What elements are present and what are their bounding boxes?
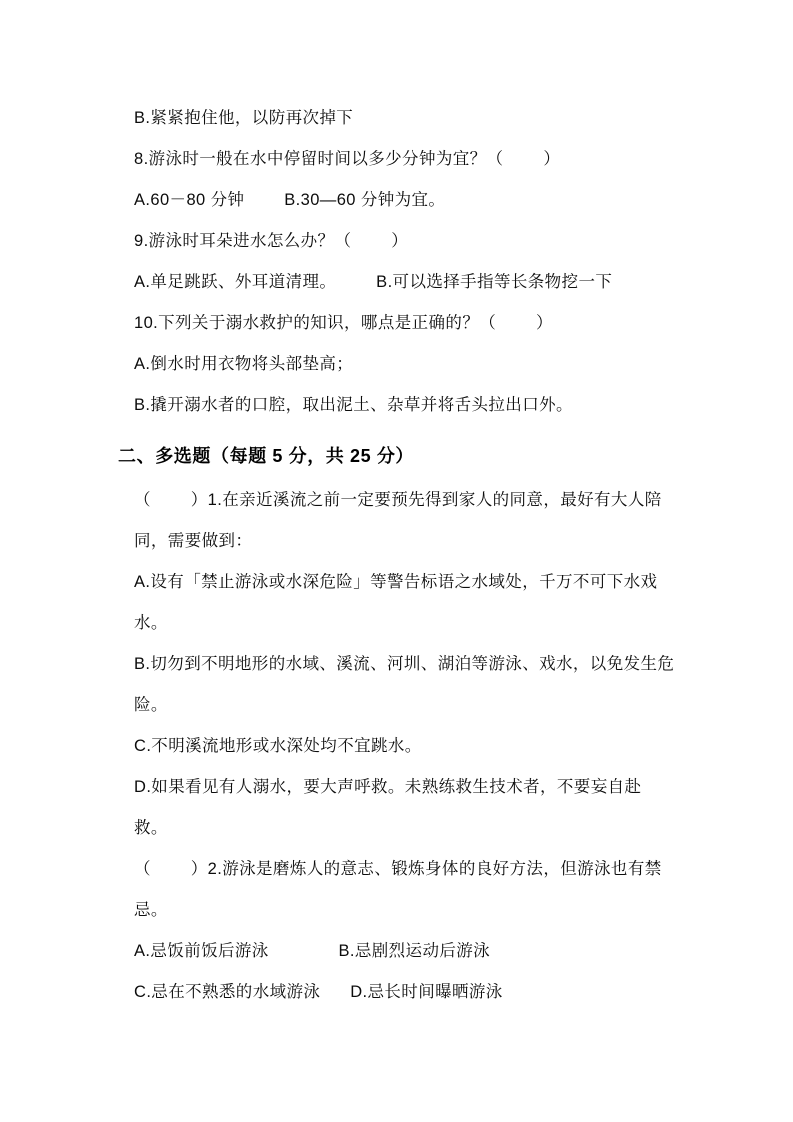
multi-question-2-options-ab: A.忌饭前饭后游泳 B.忌剧烈运动后游泳 [134, 942, 491, 960]
question-10-option-a: A.倒水时用衣物将头部垫高； [134, 355, 354, 373]
multi-question-1-option-d: D.如果看见有人溺水，要大声呼救。未熟练救生技术者，不要妄自赴救。 [134, 778, 642, 837]
multi-question-1-option-b: B.切勿到不明地形的水域、溪流、河圳、湖泊等游泳、戏水，以免发生危险。 [134, 655, 675, 714]
text-line: B.紧紧抱住他，以防再次掉下 [134, 109, 354, 127]
section-heading-multiple-choice: 二、多选题（每题 5 分，共 25 分） [118, 446, 415, 466]
question-9-options: A.单足跳跃、外耳道清理。 B.可以选择手指等长条物挖一下 [134, 273, 613, 291]
question-9: 9.游泳时耳朵进水怎么办？（ ） [134, 232, 409, 250]
multi-question-1-stem: （ ）1.在亲近溪流之前一定要预先得到家人的同意，最好有大人陪同，需要做到： [134, 491, 662, 550]
multi-question-2-options-cd: C.忌在不熟悉的水域游泳 D.忌长时间曝晒游泳 [134, 983, 503, 1001]
question-10-option-b: B.撬开溺水者的口腔，取出泥土、杂草并将舌头拉出口外。 [134, 396, 573, 414]
multi-question-2-stem: （ ）2.游泳是磨炼人的意志、锻炼身体的良好方法，但游泳也有禁忌。 [134, 860, 662, 919]
multi-question-1-option-a: A.设有「禁止游泳或水深危险」等警告标语之水域处，千万不可下水戏水。 [134, 573, 658, 632]
question-8-options: A.60－80 分钟 B.30—60 分钟为宜。 [134, 191, 446, 209]
multi-question-1-option-c: C.不明溪流地形或水深处均不宜跳水。 [134, 737, 422, 755]
question-10: 10.下列关于溺水救护的知识，哪点是正确的？（ ） [134, 314, 553, 332]
question-8: 8.游泳时一般在水中停留时间以多少分钟为宜？（ ） [134, 150, 561, 168]
